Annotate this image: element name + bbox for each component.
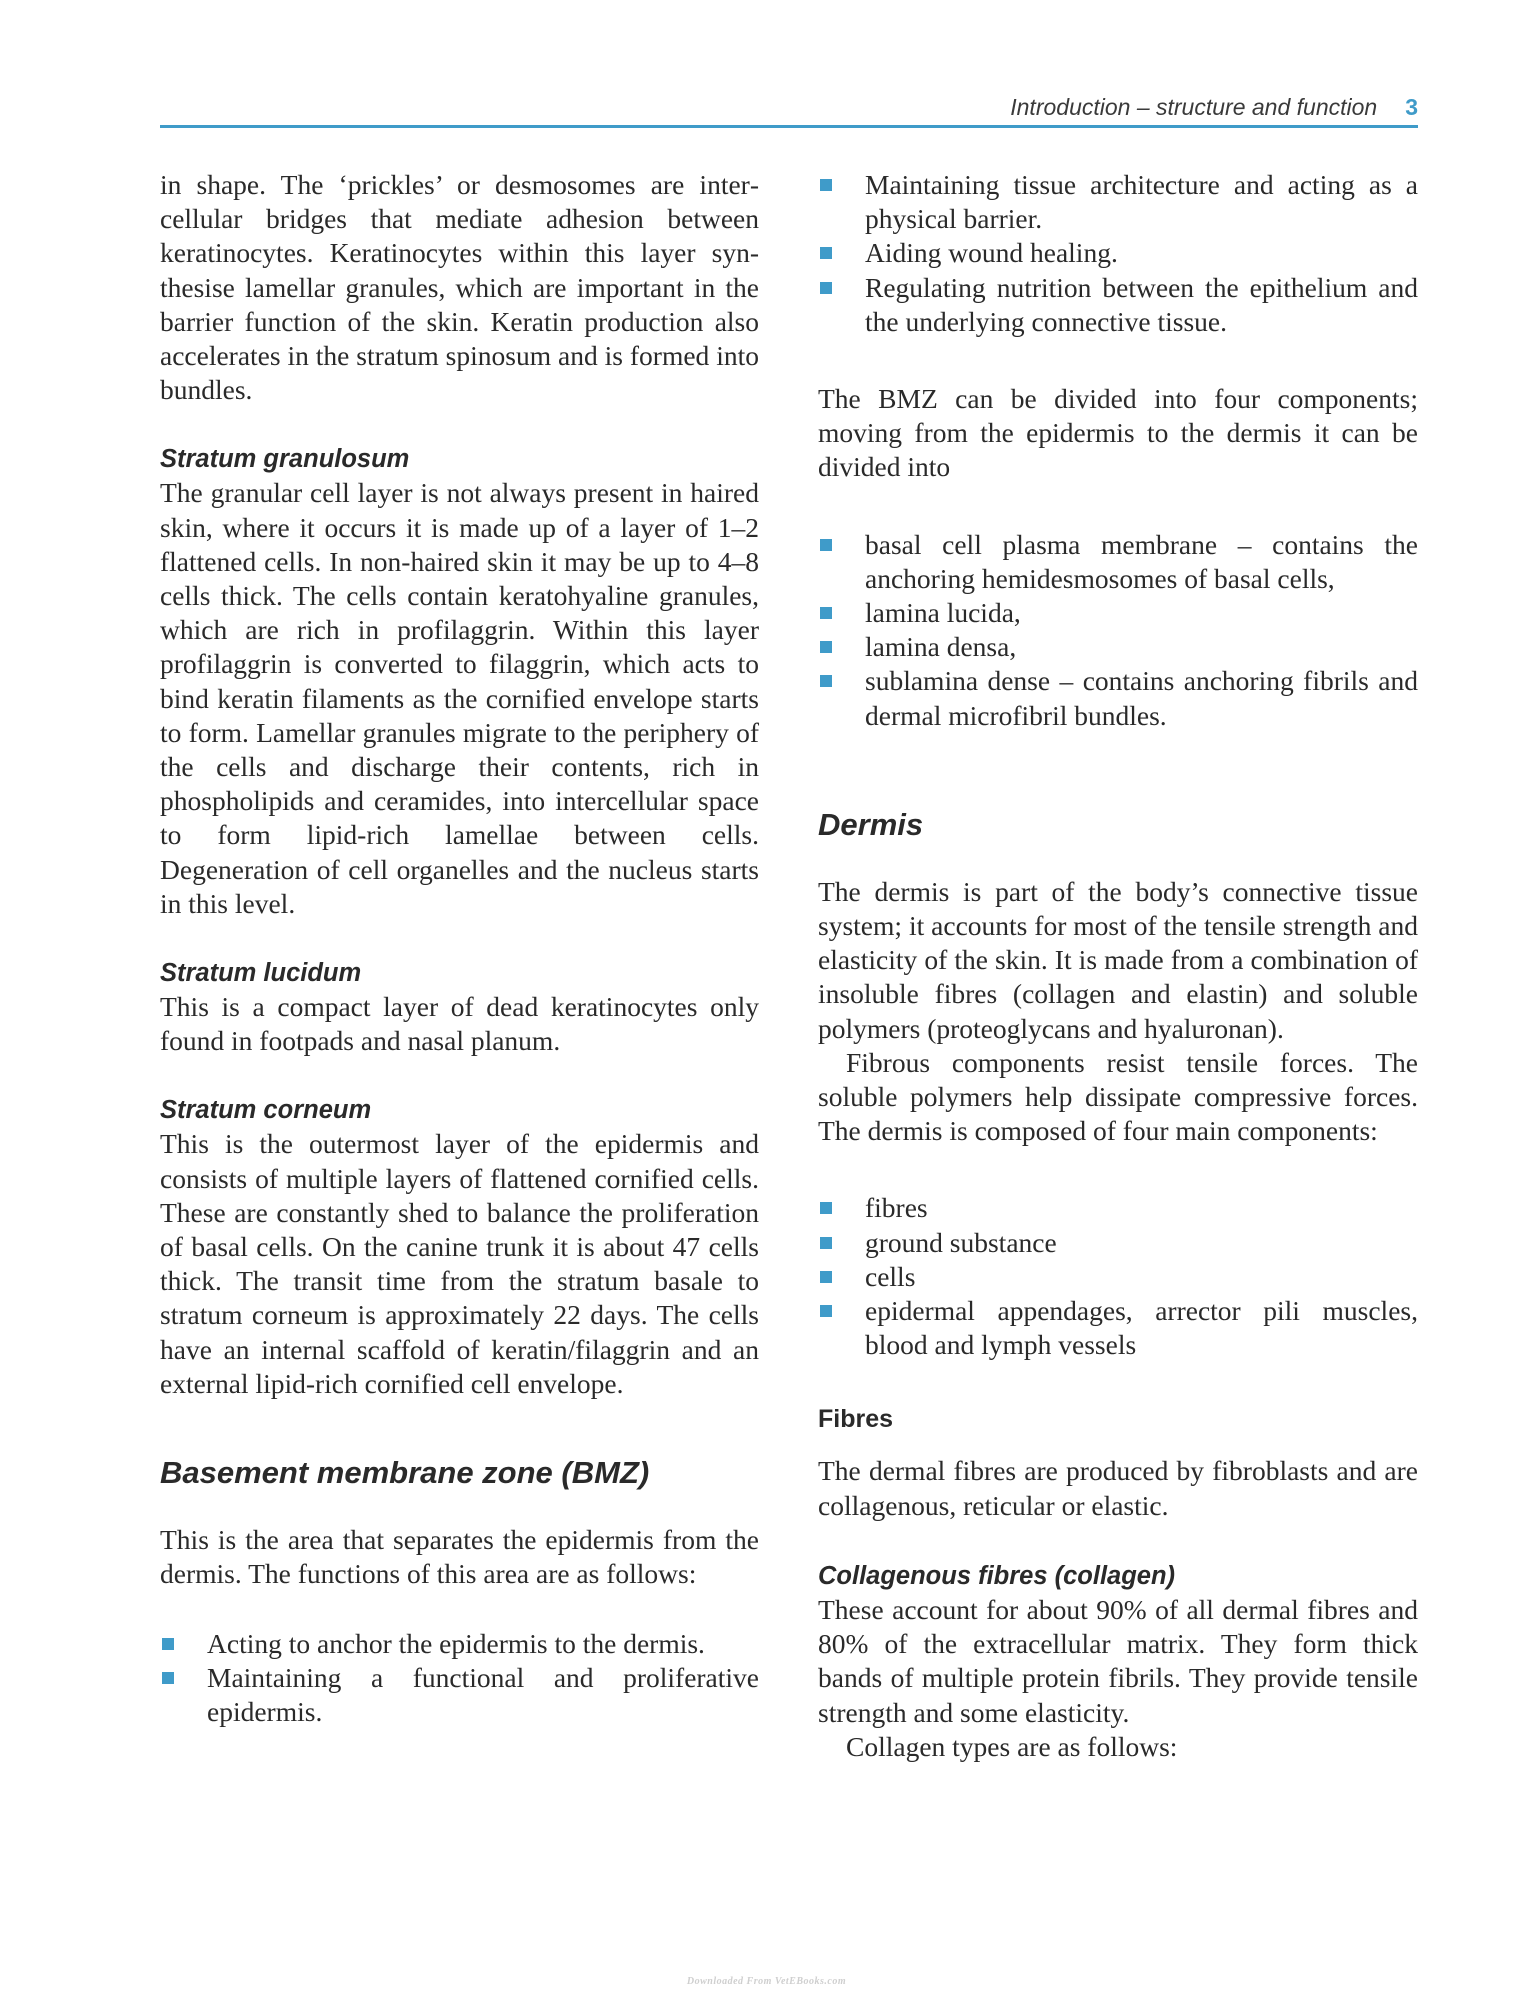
square-bullet-icon	[820, 675, 832, 687]
list-item: fibres	[818, 1191, 1418, 1225]
list-item: Regulating nutrition between the epithelium and the underlying connective tissue.	[818, 271, 1418, 339]
bmz-functions-list	[160, 1627, 759, 1730]
heading-bmz: Basement membrane zone (BMZ)	[160, 1455, 650, 1491]
list-item: basal cell plasma membrane – contains the anchoring hemidesmosomes of basal cells,	[818, 528, 1418, 596]
list-item: Acting to anchor the epidermis to the dermis.	[160, 1627, 759, 1661]
square-bullet-icon	[820, 1305, 832, 1317]
page-number: 3	[1405, 94, 1418, 120]
paragraph-fibres: The dermal fibres are produced by fibroblasts and are collagenous, reticular or elastic.	[818, 1455, 1418, 1521]
square-bullet-icon	[820, 1237, 832, 1249]
square-bullet-icon	[820, 539, 832, 551]
running-title: Introduction – structure and function	[1010, 94, 1378, 120]
heading-dermis: Dermis	[818, 806, 924, 842]
heading-stratum-lucidum: Stratum lucidum	[160, 959, 362, 988]
list-item: Aiding wound healing.	[818, 236, 1418, 270]
square-bullet-icon	[820, 1202, 832, 1214]
heading-stratum-corneum: Stratum corneum	[160, 1096, 372, 1125]
dermis-components-list	[818, 1191, 1418, 1362]
list-item: lamina lucida,	[818, 596, 1418, 630]
left-column	[160, 168, 759, 1729]
square-bullet-icon	[820, 641, 832, 653]
heading-stratum-granulosum: Stratum granulosum	[160, 445, 410, 474]
bmz-components-list	[818, 528, 1418, 733]
running-header	[160, 94, 1418, 128]
square-bullet-icon	[162, 1638, 174, 1650]
square-bullet-icon	[162, 1672, 174, 1684]
right-column	[818, 168, 1418, 1764]
heading-fibres: Fibres	[818, 1405, 894, 1434]
paragraph-spinosum-cont: in shape. The ‘prickles’ or desmosomes are intercellular bridges that mediate adhesion between keratinocytes. Keratinocytes within this layer synthesise lamellar granules, which are important in the barrier function of the skin. Keratin production also accelerates in the stratum spinosum and is formed into bundles.	[160, 169, 759, 406]
square-bullet-icon	[820, 607, 832, 619]
list-item: sublamina dense – contains anchoring fibrils and dermal microfibril bundles.	[818, 664, 1418, 732]
paragraph-bmz-components: The BMZ can be divided into four components; moving from the epidermis to the dermis it can be divided into	[818, 383, 1418, 483]
paragraph-corneum: This is the outermost layer of the epidermis and consists of multiple layers of flattened cornified cells. These are constantly shed to balance the proliferation of basal cells. On the canine trunk it is about 47 cells thick. The transit time from the stratum basale to stratum corneum is approximately 22 days. The cells have an internal scaffold of keratin/filaggrin and an external lipid-rich cornified cell envelope.	[160, 1128, 759, 1399]
paragraph-dermis-components: Fibrous components resist tensile forces. The soluble polymers help dissipate compressive forces. The dermis is composed of four main components:	[818, 1046, 1418, 1147]
paragraph-collagen: These account for about 90% of all dermal fibres and 80% of the extracellular matrix. They form thick bands of multiple protein fibrils. They provide tensile strength and some elasticity.	[818, 1593, 1418, 1728]
square-bullet-icon	[820, 1271, 832, 1283]
square-bullet-icon	[820, 179, 832, 191]
paragraph-granulosum: The granular cell layer is not always present in haired skin, where it occurs it is made up of a layer of 1–2 flattened cells. In non-haired skin it may be up to 4–8 cells thick. The cells contain keratohyaline granules, which are rich in profilaggrin. Within this layer profilaggrin is converted to filaggrin, which acts to bind keratin filaments as the cornified envelope starts to form. Lamellar granules migrate to the periphery of the cells and discharge their contents, rich in phospholipids and ceramides, into intercellular space to form lipid-rich lamellae between cells. Degeneration of cell organelles and the nucleus starts in this level.	[160, 477, 759, 919]
square-bullet-icon	[820, 247, 832, 259]
paragraph-dermis: The dermis is part of the body’s connective tissue system; it accounts for most of the tensile strength and elasticity of the skin. It is made from a combination of insoluble fibres (collagen and elastin) and soluble polymers (proteoglycans and hyaluronan).	[818, 875, 1418, 1044]
list-item: Maintaining a functional and proliferative epidermis.	[160, 1661, 759, 1729]
paragraph-lucidum: This is a compact layer of dead keratinocytes only found in footpads and nasal planum.	[160, 991, 759, 1057]
paragraph-collagen-types: Collagen types are as follows:	[846, 1730, 1178, 1762]
list-item: epidermal appendages, arrector pili muscles, blood and lymph vessels	[818, 1294, 1418, 1362]
list-item: Maintaining tissue architecture and acting as a physical barrier.	[818, 168, 1418, 236]
square-bullet-icon	[820, 282, 832, 294]
list-item: cells	[818, 1260, 1418, 1294]
heading-collagenous-fibres: Collagenous fibres (collagen)	[818, 1561, 1176, 1590]
list-item: ground substance	[818, 1226, 1418, 1260]
bmz-functions-list-cont	[818, 168, 1418, 339]
paragraph-bmz: This is the area that separates the epidermis from the dermis. The functions of this area are as follows:	[160, 1524, 759, 1590]
download-watermark: Downloaded From VetEBooks.com	[686, 1976, 847, 1987]
list-item: lamina densa,	[818, 630, 1418, 664]
